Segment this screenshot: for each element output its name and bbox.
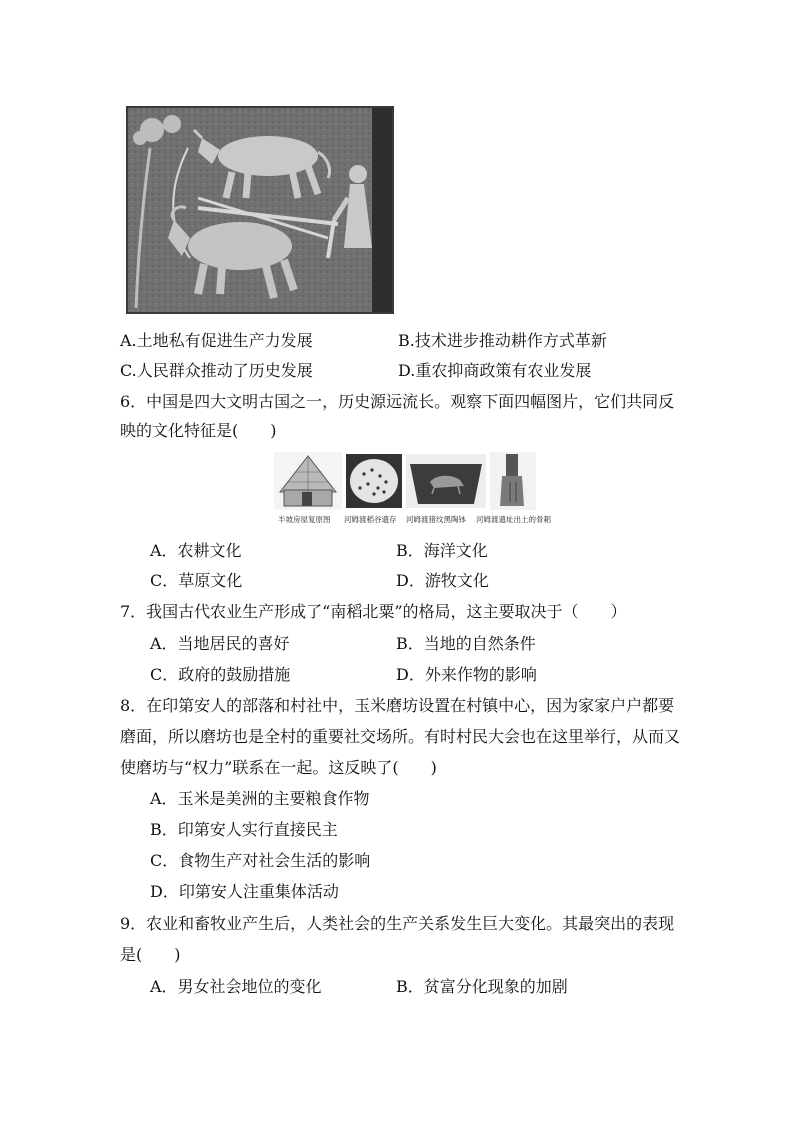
q9-stem-line-2: 是( ) [120, 945, 181, 964]
q8-option-c: C．食物生产对社会生活的影响 [150, 851, 371, 870]
q7-option-b: B．当地的自然条件 [396, 634, 536, 653]
q7-stem: 7．我国古代农业生产形成了“南稻北粟”的格局，这主要取决于（ ） [120, 602, 627, 621]
q7-option-d: D．外来作物的影响 [396, 665, 537, 684]
q8-stem-line-2: 磨面，所以磨坊也是全村的重要社交场所。有时村民大会也在这里举行，从而又 [120, 727, 681, 746]
q8-stem-line-3: 使磨坊与“权力”联系在一起。这反映了( ) [120, 758, 437, 777]
q6-caption-1: 半坡房屋复原图 [278, 515, 331, 524]
q6-caption-4: 河姆渡遗址出土的骨耜 [476, 515, 551, 524]
bone-spade-picture [490, 452, 536, 510]
q6-caption-2: 河姆渡稻谷遗存 [344, 515, 397, 524]
q5-option-a: A.土地私有促进生产力发展 [120, 331, 313, 350]
q8-option-a: A．玉米是美洲的主要粮食作物 [150, 789, 370, 808]
q6-option-b: B．海洋文化 [396, 541, 488, 560]
q7-option-c: C．政府的鼓励措施 [150, 665, 291, 684]
ox-plough-illustration [128, 108, 392, 312]
q8-option-b: B．印第安人实行直接民主 [150, 820, 338, 839]
q6-caption-3: 河姆渡猪纹黑陶钵 [406, 515, 466, 524]
q6-stem-line-1: 6．中国是四大文明古国之一，历史源远流长。观察下面四幅图片，它们共同反 [120, 392, 675, 411]
rice-remains-picture [346, 454, 402, 508]
q6-stem-line-2: 映的文化特征是( ) [120, 421, 277, 440]
q6-option-c: C．草原文化 [150, 571, 243, 590]
q5-option-b: B.技术进步推动耕作方式革新 [398, 331, 607, 350]
q9-option-b: B．贫富分化现象的加剧 [396, 977, 568, 996]
ox-plough-relief-image [126, 106, 394, 314]
q9-option-a: A．男女社会地位的变化 [150, 977, 322, 996]
q5-option-d: D.重农抑商政策有农业发展 [398, 361, 592, 380]
banpo-house-picture [274, 452, 342, 510]
q6-image-strip [274, 452, 536, 518]
q6-option-a: A．农耕文化 [150, 541, 242, 560]
q6-four-pictures [274, 452, 536, 512]
q5-option-c: C.人民群众推动了历史发展 [120, 361, 313, 380]
q7-option-a: A．当地居民的喜好 [150, 634, 290, 653]
pig-pattern-pottery-picture [406, 454, 486, 508]
q8-stem-line-1: 8．在印第安人的部落和村社中，玉米磨坊设置在村镇中心，因为家家户户都要 [120, 696, 675, 715]
q6-option-d: D．游牧文化 [396, 571, 489, 590]
q8-option-d: D．印第安人注重集体活动 [150, 882, 339, 901]
q9-stem-line-1: 9．农业和畜牧业产生后，人类社会的生产关系发生巨大变化。其最突出的表现 [120, 914, 675, 933]
